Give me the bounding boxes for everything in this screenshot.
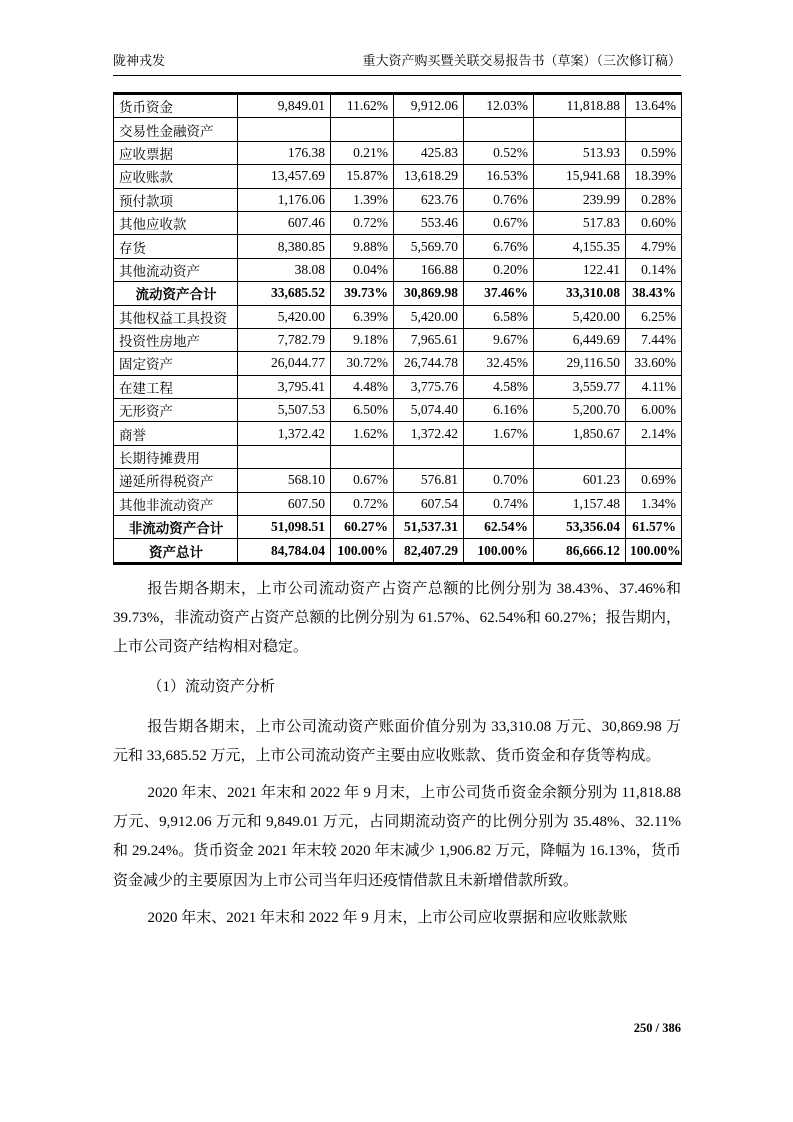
table-row: [114, 445, 682, 468]
table-cell: [626, 118, 682, 141]
table-row: [114, 235, 682, 258]
table-cell: 6.58%: [464, 305, 534, 328]
table-cell: 86,666.12: [534, 539, 626, 563]
table-row: [114, 328, 682, 351]
table-cell: 11,818.88: [534, 94, 626, 118]
table-cell: 30,869.98: [394, 282, 464, 305]
table-row: [114, 141, 682, 164]
table-cell: [534, 118, 626, 141]
table-cell: 3,795.41: [238, 375, 331, 398]
table-cell: 12.03%: [464, 94, 534, 118]
table-cell: 1,157.48: [534, 492, 626, 515]
table-row: [114, 211, 682, 234]
row-label: 应收票据: [114, 141, 238, 164]
table-cell: 5,074.40: [394, 399, 464, 422]
row-label: 流动资产合计: [114, 282, 238, 305]
table-cell: 100.00%: [626, 539, 682, 563]
table-cell: 51,098.51: [238, 516, 331, 539]
table-cell: 1.39%: [331, 188, 394, 211]
table-cell: 29,116.50: [534, 352, 626, 375]
table-row: [114, 352, 682, 375]
table-cell: 6.39%: [331, 305, 394, 328]
table-row: [114, 375, 682, 398]
table-cell: 38.43%: [626, 282, 682, 305]
table-cell: 0.67%: [331, 469, 394, 492]
table-cell: 33.60%: [626, 352, 682, 375]
table-cell: 0.74%: [464, 492, 534, 515]
table-cell: 3,775.76: [394, 375, 464, 398]
table-cell: 4.58%: [464, 375, 534, 398]
table-cell: 5,420.00: [394, 305, 464, 328]
table-cell: 9.18%: [331, 328, 394, 351]
table-cell: 6.76%: [464, 235, 534, 258]
table-cell: 4.11%: [626, 375, 682, 398]
row-label: 在建工程: [114, 375, 238, 398]
table-cell: 13.64%: [626, 94, 682, 118]
table-cell: 16.53%: [464, 165, 534, 188]
page-header: [113, 53, 681, 76]
table-cell: [238, 445, 331, 468]
table-cell: 1.67%: [464, 422, 534, 445]
table-cell: 239.99: [534, 188, 626, 211]
table-cell: 13,457.69: [238, 165, 331, 188]
table-cell: 26,044.77: [238, 352, 331, 375]
table-cell: 0.52%: [464, 141, 534, 164]
asset-table-body: [114, 94, 682, 564]
table-cell: 1.62%: [331, 422, 394, 445]
table-cell: 0.04%: [331, 258, 394, 281]
table-cell: 0.28%: [626, 188, 682, 211]
table-cell: 7,965.61: [394, 328, 464, 351]
table-cell: 425.83: [394, 141, 464, 164]
row-label: 交易性金融资产: [114, 118, 238, 141]
table-cell: 0.60%: [626, 211, 682, 234]
table-cell: 38.08: [238, 258, 331, 281]
table-cell: 0.67%: [464, 211, 534, 234]
table-cell: 5,507.53: [238, 399, 331, 422]
table-cell: 9.67%: [464, 328, 534, 351]
row-label: 长期待摊费用: [114, 445, 238, 468]
table-cell: 1,176.06: [238, 188, 331, 211]
table-cell: 6.16%: [464, 399, 534, 422]
table-cell: 39.73%: [331, 282, 394, 305]
row-label: 资产总计: [114, 539, 238, 563]
table-cell: 553.46: [394, 211, 464, 234]
table-cell: 18.39%: [626, 165, 682, 188]
table-cell: 100.00%: [331, 539, 394, 563]
table-cell: 5,420.00: [238, 305, 331, 328]
table-cell: 61.57%: [626, 516, 682, 539]
page-content: [113, 0, 681, 941]
table-cell: [331, 445, 394, 468]
table-cell: 513.93: [534, 141, 626, 164]
table-cell: 60.27%: [331, 516, 394, 539]
row-label: 其他应收款: [114, 211, 238, 234]
table-cell: 51,537.31: [394, 516, 464, 539]
table-cell: 607.50: [238, 492, 331, 515]
table-cell: 3,559.77: [534, 375, 626, 398]
table-row: [114, 422, 682, 445]
body-text: [113, 575, 681, 933]
paragraph: 报告期各期末，上市公司流动资产账面价值分别为 33,310.08 万元、30,869.98 万元和 33,685.52 万元，上市公司流动资产主要由应收账款、货币资金和存货等构成。: [113, 718, 681, 764]
table-cell: 33,685.52: [238, 282, 331, 305]
table-cell: 576.81: [394, 469, 464, 492]
table-cell: 5,569.70: [394, 235, 464, 258]
table-cell: 7,782.79: [238, 328, 331, 351]
table-cell: 13,618.29: [394, 165, 464, 188]
row-label: 存货: [114, 235, 238, 258]
table-cell: 100.00%: [464, 539, 534, 563]
table-row: [114, 516, 682, 539]
row-label: 无形资产: [114, 399, 238, 422]
table-cell: 30.72%: [331, 352, 394, 375]
table-cell: 4.79%: [626, 235, 682, 258]
table-cell: 607.54: [394, 492, 464, 515]
table-cell: [394, 445, 464, 468]
table-cell: 1,372.42: [394, 422, 464, 445]
table-cell: 607.46: [238, 211, 331, 234]
table-cell: 9.88%: [331, 235, 394, 258]
row-label: 应收账款: [114, 165, 238, 188]
table-cell: 5,200.70: [534, 399, 626, 422]
table-cell: 4,155.35: [534, 235, 626, 258]
table-cell: 33,310.08: [534, 282, 626, 305]
paragraph: 报告期各期末，上市公司流动资产占资产总额的比例分别为 38.43%、37.46%和 39.73%，非流动资产占资产总额的比例分别为 61.57%、62.54%和 60.27%；报告期内，上市公司资产结构相对稳定。: [113, 580, 681, 656]
row-label: 非流动资产合计: [114, 516, 238, 539]
table-cell: 517.83: [534, 211, 626, 234]
table-cell: 0.20%: [464, 258, 534, 281]
table-cell: 0.72%: [331, 492, 394, 515]
table-cell: 11.62%: [331, 94, 394, 118]
table-cell: [626, 445, 682, 468]
table-row: [114, 282, 682, 305]
table-row: [114, 399, 682, 422]
section-heading: （1）流动资产分析: [147, 679, 276, 696]
table-cell: 6,449.69: [534, 328, 626, 351]
table-cell: [238, 118, 331, 141]
table-row: [114, 258, 682, 281]
table-cell: 62.54%: [464, 516, 534, 539]
table-cell: 53,356.04: [534, 516, 626, 539]
table-cell: [534, 445, 626, 468]
page-number: 250 / 386: [633, 1021, 681, 1035]
table-cell: 6.25%: [626, 305, 682, 328]
row-label: 商誉: [114, 422, 238, 445]
header-doc-title: 重大资产购买暨关联交易报告书（草案）（三次修订稿）: [362, 53, 681, 68]
row-label: 递延所得税资产: [114, 469, 238, 492]
row-label: 其他非流动资产: [114, 492, 238, 515]
table-cell: 1.34%: [626, 492, 682, 515]
asset-structure-table: [113, 92, 682, 565]
table-cell: 6.00%: [626, 399, 682, 422]
table-cell: 26,744.78: [394, 352, 464, 375]
table-cell: 9,849.01: [238, 94, 331, 118]
table-cell: 601.23: [534, 469, 626, 492]
row-label: 其他流动资产: [114, 258, 238, 281]
header-company-name: 陇神戎发: [113, 53, 166, 68]
row-label: 预付款项: [114, 188, 238, 211]
table-cell: 37.46%: [464, 282, 534, 305]
row-label: 固定资产: [114, 352, 238, 375]
paragraph: 2020 年末、2021 年末和 2022 年 9 月末，上市公司货币资金余额分别为 11,818.88 万元、9,912.06 万元和 9,849.01 万元，占同期流动资产的比例分别为 35.48%、32.11%和 29.24%。货币资金 2021 年末较 2020 年末减少 1,906.82 万元，降幅为 16.13%，货币资金减少的主要原因为上市公司当年归还疫情借款且未新增借款所致。: [113, 785, 681, 889]
table-cell: 6.50%: [331, 399, 394, 422]
table-cell: 1,372.42: [238, 422, 331, 445]
table-row: [114, 492, 682, 515]
table-cell: 32.45%: [464, 352, 534, 375]
table-cell: 0.70%: [464, 469, 534, 492]
table-cell: 568.10: [238, 469, 331, 492]
table-cell: 9,912.06: [394, 94, 464, 118]
table-cell: 0.69%: [626, 469, 682, 492]
table-cell: 166.88: [394, 258, 464, 281]
table-row: [114, 188, 682, 211]
table-cell: 1,850.67: [534, 422, 626, 445]
table-cell: 0.59%: [626, 141, 682, 164]
row-label: 货币资金: [114, 94, 238, 118]
table-cell: 84,784.04: [238, 539, 331, 563]
table-row: [114, 165, 682, 188]
table-cell: [394, 118, 464, 141]
table-cell: 4.48%: [331, 375, 394, 398]
table-row: [114, 469, 682, 492]
table-cell: [331, 118, 394, 141]
table-cell: 15.87%: [331, 165, 394, 188]
paragraph: 2020 年末、2021 年末和 2022 年 9 月末，上市公司应收票据和应收账款账: [147, 909, 628, 926]
row-label: 投资性房地产: [114, 328, 238, 351]
table-row: [114, 305, 682, 328]
table-row: [114, 94, 682, 118]
table-cell: 82,407.29: [394, 539, 464, 563]
table-cell: 0.14%: [626, 258, 682, 281]
table-cell: 5,420.00: [534, 305, 626, 328]
table-cell: 15,941.68: [534, 165, 626, 188]
table-cell: 2.14%: [626, 422, 682, 445]
table-cell: 176.38: [238, 141, 331, 164]
table-cell: 8,380.85: [238, 235, 331, 258]
row-label: 其他权益工具投资: [114, 305, 238, 328]
table-cell: 122.41: [534, 258, 626, 281]
table-cell: 0.21%: [331, 141, 394, 164]
table-cell: 623.76: [394, 188, 464, 211]
table-row: [114, 118, 682, 141]
table-cell: 0.72%: [331, 211, 394, 234]
table-cell: 7.44%: [626, 328, 682, 351]
table-cell: [464, 118, 534, 141]
table-row: [114, 539, 682, 563]
table-cell: [464, 445, 534, 468]
table-cell: 0.76%: [464, 188, 534, 211]
